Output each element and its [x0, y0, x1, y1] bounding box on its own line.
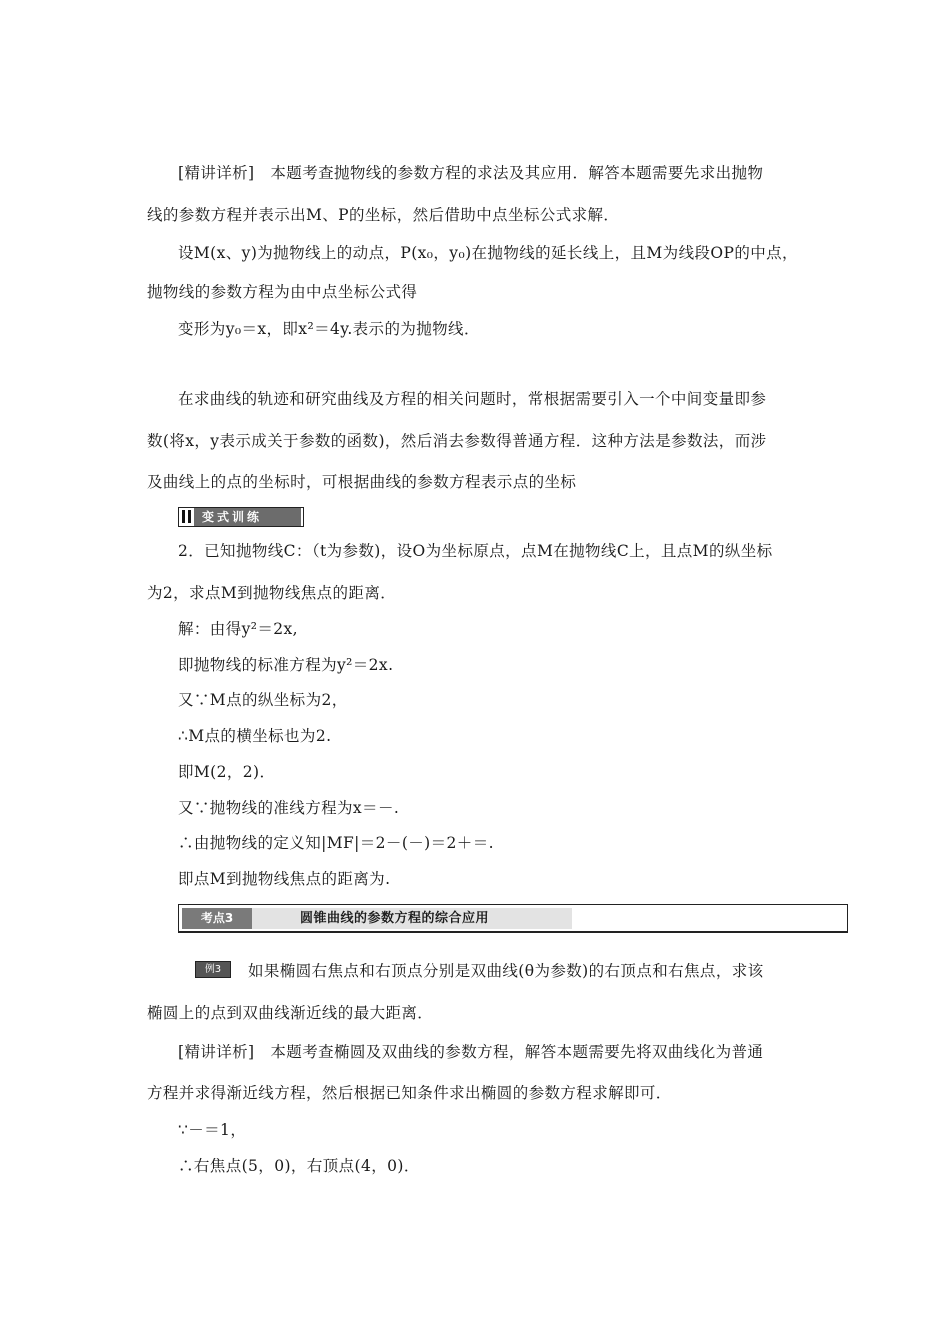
solution-step-3: 又∵M点的纵坐标为2， [178, 691, 348, 709]
practice-label: 变式训练 [194, 508, 301, 526]
solution-step-8: 即点M到抛物线焦点的距离为. [178, 870, 391, 888]
summary-line-3: 及曲线上的点的坐标时，可根据曲线的参数方程表示点的坐标 [147, 473, 577, 491]
solution-step-1: 解：由得y²＝2x, [178, 620, 299, 638]
analysis-line-3: 设M(x、y)为抛物线上的动点，P(x₀，y₀)在抛物线的延长线上，且M为线段OP的中点， [178, 244, 798, 262]
kaodian-header [178, 904, 848, 933]
example-tag: 例3 [195, 961, 231, 978]
example-analysis-line-2: 方程并求得渐近线方程，然后根据已知条件求出椭圆的参数方程求解即可． [147, 1084, 672, 1102]
example-line-1: 如果椭圆右焦点和右顶点分别是双曲线(θ为参数)的右顶点和右焦点，求该 [248, 962, 764, 980]
kaodian-tag: 考点3 [182, 908, 252, 929]
analysis-line-1: [精讲详析] 本题考查抛物线的参数方程的求法及其应用．解答本题需要先求出抛物 [178, 164, 764, 182]
solution-step-2: 即抛物线的标准方程为y²＝2x. [178, 656, 394, 674]
solution-step-7: ∴由抛物线的定义知|MF|＝2－(－)＝2＋＝. [178, 834, 494, 852]
solution-step-5: 即M(2，2)． [178, 763, 276, 781]
problem-line-1: 2．已知抛物线C：（t为参数)，设O为坐标原点，点M在抛物线C上，且点M的纵坐标 [178, 542, 773, 560]
example-analysis-line-1: [精讲详析] 本题考查椭圆及双曲线的参数方程，解答本题需要先将双曲线化为普通 [178, 1043, 764, 1061]
solution-step-6: 又∵抛物线的准线方程为x＝－. [178, 799, 400, 817]
solution-step-4: ∴M点的横坐标也为2. [178, 727, 332, 745]
problem-line-2: 为2，求点M到抛物线焦点的距离． [147, 584, 397, 602]
summary-line-2: 数(将x，y表示成关于参数的函数)，然后消去参数得普通方程．这种方法是参数法，而涉 [147, 432, 767, 450]
analysis-line-4: 抛物线的参数方程为由中点坐标公式得 [147, 283, 418, 301]
kaodian-title: 圆锥曲线的参数方程的综合应用 [252, 908, 572, 929]
analysis-line-5: 变形为y₀＝x，即x²＝4y.表示的为抛物线． [178, 320, 480, 338]
analysis-line-2: 线的参数方程并表示出M、P的坐标，然后借助中点坐标公式求解． [147, 206, 620, 224]
example-step-2: ∴右焦点(5，0)，右顶点(4，0)． [178, 1157, 420, 1175]
summary-line-1: 在求曲线的轨迹和研究曲线及方程的相关问题时，常根据需要引入一个中间变量即参 [178, 390, 767, 408]
practice-label-bar [178, 507, 304, 527]
example-line-2: 椭圆上的点到双曲线渐近线的最大距离． [147, 1004, 434, 1022]
bar-mark-icon [182, 510, 185, 523]
example-step-1: ∵－＝1， [178, 1121, 247, 1139]
bar-mark-icon [188, 510, 191, 523]
